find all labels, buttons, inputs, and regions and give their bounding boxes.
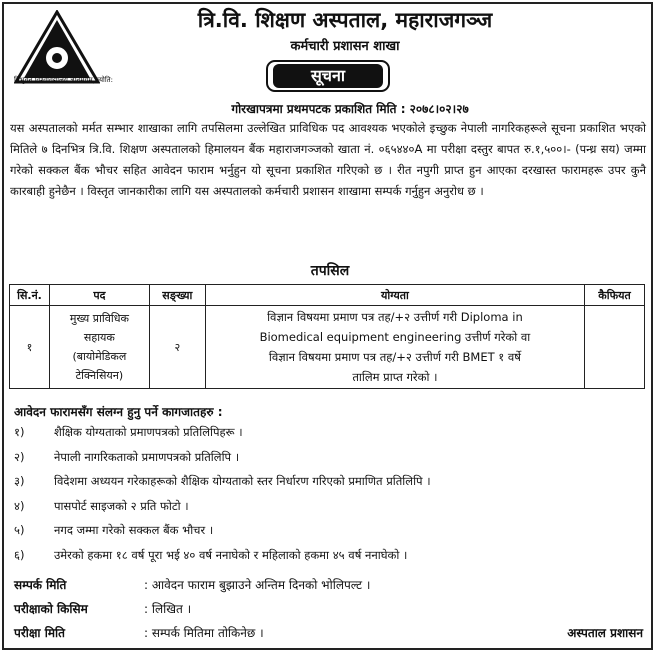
item-number: ३) xyxy=(14,474,25,488)
list-item xyxy=(14,425,634,450)
notice-body-text: यस अस्पतालको मर्मत सम्भार शाखाका लागि तपसिलमा उल्लेखित प्राविधिक पद आवश्यक भएकोले इच्छुक नेपाली नागरिकहरूले सूचना प्रकाशित भएको मितिले ७ दिनभित्र त्रि.वि. शिक्षण अस्पतालको हिमालयन बैंक महाराजगञ्जको खाता नं. ०६५४४०A मा परीक्षा दस्तुर बापत रु.१,५००।- (पन्ध्र सय) जम्मा गरेको सक्कल बैंक भौचर सहित आवेदन फाराम भर्नुहुन यो सूचना प्रकाशित गरिएको छ । रीत नपुगी प्राप्त हुन आएका दरखास्त फारामहरू उपर कुनै कारबाही हुनेछैन । विस्तृत जानकारीका लागि यस अस्पतालको कर्मचारी प्रशासन शाखामा सम्पर्क गर्नुहुन अनुरोध छ । xyxy=(10,121,646,198)
footer-signature: अस्पताल प्रशासन xyxy=(567,626,643,640)
list-item xyxy=(14,499,634,524)
cell-qualification xyxy=(205,306,584,389)
col-header-sn: सि.नं. xyxy=(10,285,50,306)
table-row xyxy=(10,306,645,389)
contact-date-label: सम्पर्क मिति xyxy=(14,578,67,592)
col-header-qualification: योग्यता xyxy=(205,285,584,306)
col-header-post: पद xyxy=(49,285,149,306)
list-item xyxy=(14,474,634,499)
item-number: ६) xyxy=(14,547,25,562)
col-header-remarks: कैफियत xyxy=(585,285,645,306)
item-text: पासपोर्ट साइजको २ प्रति फोटो । xyxy=(54,498,189,513)
notice-badge xyxy=(266,60,390,92)
item-text: नेपाली नागरिकताको प्रमाणपत्रको प्रतिलिपि । xyxy=(54,449,240,464)
exam-date-row xyxy=(14,624,644,641)
cell-count: २ xyxy=(149,306,205,389)
cell-post xyxy=(49,306,149,389)
post-line: सहायक xyxy=(83,331,115,344)
list-item xyxy=(14,450,634,475)
item-text: उमेरको हकमा १८ वर्ष पूरा भई ४० वर्ष ननाघेको र महिलाको हकमा ४५ वर्ष ननाघेको । xyxy=(54,547,408,562)
hospital-title: त्रि.वि. शिक्षण अस्पताल, महाराजगञ्ज xyxy=(197,8,493,32)
qualification-line: विज्ञान विषयमा प्रमाण पत्र तह/+२ उत्तीर्ण गरी BMET १ वर्षे xyxy=(268,350,521,364)
post-line: टेक्निसियन) xyxy=(75,369,124,382)
contact-date-value: : आवेदन फाराम बुझाउने अन्तिम दिनको भोलिपल्ट । xyxy=(144,578,371,592)
tapasil-heading: तपसिल xyxy=(310,263,350,279)
emblem-motto: त्रिभुवन विश्वविद्यालय ज्ञानमयम् ज्योति: xyxy=(14,76,114,84)
item-text: शैक्षिक योग्यताको प्रमाणपत्रको प्रतिलिपिहरू । xyxy=(54,425,243,439)
exam-type-row xyxy=(14,600,644,617)
exam-date-value: : सम्पर्क मितिमा तोकिनेछ । xyxy=(144,626,264,640)
exam-type-value: : लिखित । xyxy=(144,602,192,616)
post-line: मुख्य प्राविधिक xyxy=(69,312,129,325)
cell-sn: १ xyxy=(10,306,50,389)
table-header-row xyxy=(10,285,645,306)
notice-label: सूचना xyxy=(273,64,383,88)
vacancy-table xyxy=(9,284,645,389)
post-line: (बायोमेडिकल xyxy=(72,350,127,363)
item-text: विदेशमा अध्ययन गरेकाहरूको शैक्षिक योग्यताको स्तर निर्धारण गरिएको प्रमाणित प्रतिलिपि । xyxy=(54,474,431,488)
documents-list xyxy=(14,425,634,572)
item-number: ५) xyxy=(14,523,25,537)
item-number: १) xyxy=(14,425,25,439)
item-number: ४) xyxy=(14,498,25,513)
qualification-line: विज्ञान विषयमा प्रमाण पत्र तह/+२ उत्तीर्ण गरी Diploma in xyxy=(267,310,523,324)
qualification-line: Biomedical equipment engineering उत्तीर्ण गरेको वा xyxy=(259,330,531,344)
exam-date-label: परीक्षा मिति xyxy=(14,626,65,640)
publish-date-line: गोरखापत्रमा प्रथमपटक प्रकाशित मिति : २०७८।०२।२७ xyxy=(231,102,469,116)
list-item xyxy=(14,548,634,573)
list-item xyxy=(14,523,634,548)
documents-heading: आवेदन फारामसँग संलग्न हुनु पर्ने कागजातहरु : xyxy=(14,405,223,419)
contact-date-row xyxy=(14,576,644,593)
exam-type-label: परीक्षाको किसिम xyxy=(14,602,88,616)
qualification-line: तालिम प्राप्त गरेको । xyxy=(352,370,438,384)
item-number: २) xyxy=(14,449,25,464)
cell-remarks xyxy=(585,306,645,389)
department-subtitle: कर्मचारी प्रशासन शाखा xyxy=(290,39,400,54)
item-text: नगद जम्मा गरेको सक्कल बैंक भौचर । xyxy=(54,523,214,537)
col-header-count: सङ्ख्या xyxy=(149,285,205,306)
